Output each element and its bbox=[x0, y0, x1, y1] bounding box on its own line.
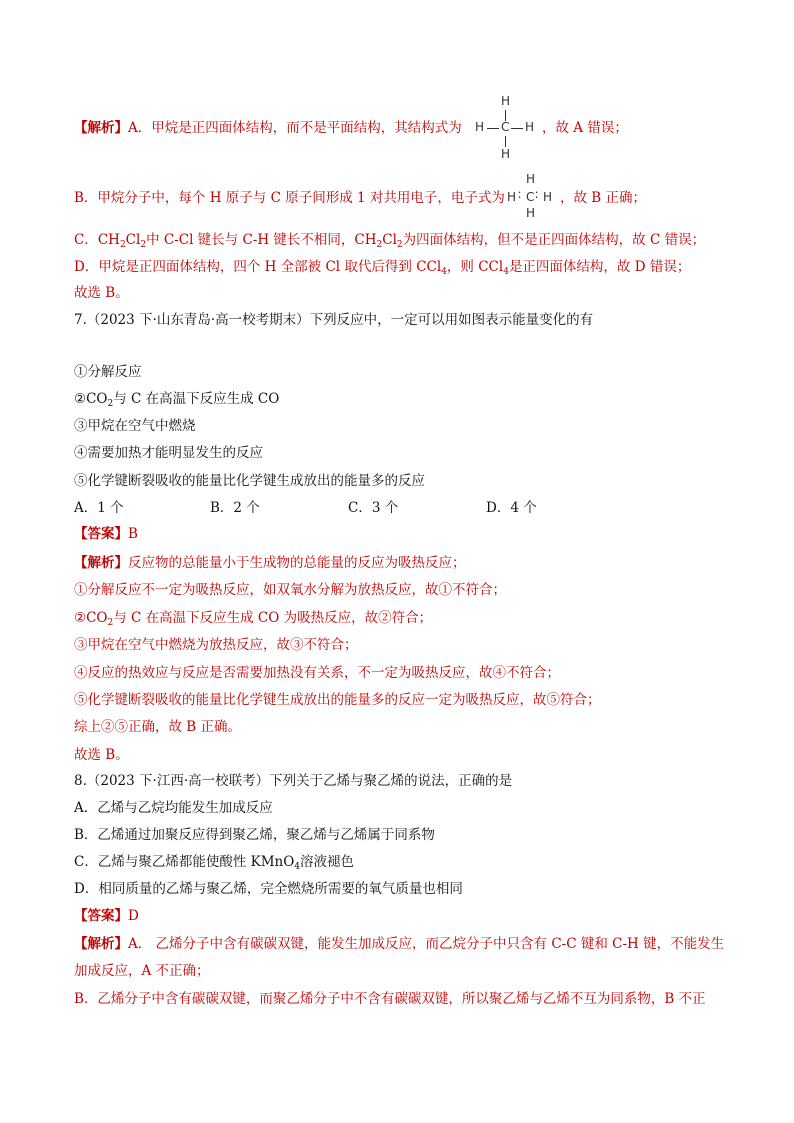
q6-analysis-a-tail: ，故 A 错误； bbox=[542, 120, 628, 136]
q7-analysis-5: ④反应的热效应与反应是否需要加热没有关系，不一定为吸热反应，故④不符合； bbox=[74, 665, 560, 681]
q7-analysis-6: ⑤化学键断裂吸收的能量比化学键生成放出的能量多的反应一定为吸热反应，故⑤符合； bbox=[74, 692, 601, 708]
q7-item-2: $②CO_2$与 C 在高温下反应生成 CO bbox=[74, 391, 280, 409]
q7-option-a: A．1 个 bbox=[74, 500, 124, 516]
q7-option-b: B．2 个 bbox=[210, 500, 260, 516]
q7-analysis-2: ①分解反应不一定为吸热反应，如双氧水分解为放热反应，故①不符合； bbox=[74, 582, 506, 598]
q8-stem: 8.（2023 下·江西·高一校联考）下列关于乙烯与聚乙烯的说法，正确的是 bbox=[74, 773, 513, 789]
q6-analysis-a: 【解析】A．甲烷是正四面体结构，而不是平面结构，其结构式为 bbox=[74, 120, 462, 136]
q7-stem: 7.（2023 下·山东青岛·高一校考期末）下列反应中，一定可以用如图表示能量变化的有 bbox=[74, 312, 594, 328]
q7-option-c: C．3 个 bbox=[348, 500, 399, 516]
q7-conclusion: 故选 B。 bbox=[74, 747, 129, 763]
q7-analysis-4: ③甲烷在空气中燃烧为放热反应，故③不符合； bbox=[74, 637, 358, 653]
q8-option-a: A．乙烯与乙烷均能发生加成反应 bbox=[74, 800, 273, 816]
q7-answer: 【答案】B bbox=[74, 526, 138, 542]
q8-analysis-1: 【解析】A． 乙烯分子中含有碳碳双键，能发生加成反应，而乙烷分子中只含有 C-C 键和 C-H 键，不能发生 bbox=[74, 936, 725, 952]
q7-analysis-3: $②CO_2$与 C 在高温下反应生成 CO 为吸热反应，故②符合； bbox=[74, 610, 433, 628]
q8-answer: 【答案】D bbox=[74, 908, 139, 924]
q8-option-c: C．乙烯与聚乙烯都能使酸性 KMnO$_4$溶液褪色 bbox=[74, 854, 355, 872]
q7-item-3: ③甲烷在空气中燃烧 bbox=[74, 418, 196, 434]
q8-analysis-1b: 加成反应，A 不正确； bbox=[74, 963, 210, 979]
q6-analysis-b-tail: ，故 B 正确； bbox=[560, 190, 647, 206]
q7-item-5: ⑤化学键断裂吸收的能量比化学键生成放出的能量多的反应 bbox=[74, 473, 425, 489]
q8-analysis-2: B．乙烯分子中含有碳碳双键，而聚乙烯分子中不含有碳碳双键，所以聚乙烯与乙烯不互为同系物，B 不正 bbox=[74, 991, 706, 1007]
document-page: 【解析】A．甲烷是正四面体结构，而不是平面结构，其结构式为 H H C H H ，故 A 错误； B．甲烷分子中，每个 H 原子与 C 原子间形成 1 对共用电子，电子式为 H H ∶ C ∶ H H ，故 B 正确； C．$CH_2Cl_2$中 C-Cl 键长与 C-H 键长不相同，$CH_2Cl_2$为四面体结构，但不是正四面体结构，故 C 错误； D．甲烷是正四面体结构，四个 H 全部被 Cl 取代后得到 CCl$_4$，则 CCl$_4$是正四面体结构，故 D 错误； 故选 B。 7.（2023 下·山东青岛·高一校考期末）下列反应中，一定可以用如图表示能量变化的有 ①分解反应 $②CO_2$与 C 在高温下反应生成 CO ③甲烷在空气中燃烧 ④需要加热才能明显发生的反应 ⑤化学键断裂吸收的能量比化学键生成放出的能量多的反应 A．1 个 B．2 个 C．3 个 D．4 个 【答案】B 【解析】反应物的总能量小于生成物的总能量的反应为吸热反应； ①分解反应不一定为吸热反应，如双氧水分解为放热反应，故①不符合； $②CO_2$与 C 在高温下反应生成 CO 为吸热反应，故②符合； ③甲烷在空气中燃烧为放热反应，故③不符合； ④反应的热效应与反应是否需要加热没有关系，不一定为吸热反应，故④不符合； ⑤化学键断裂吸收的能量比化学键生成放出的能量多的反应一定为吸热反应，故⑤符合； 综上②⑤正确，故 B 正确。 故选 B。 8.（2023 下·江西·高一校联考）下列关于乙烯与聚乙烯的说法，正确的是 A．乙烯与乙烷均能发生加成反应 B．乙烯通过加聚反应得到聚乙烯，聚乙烯与乙烯属于同系物 C．乙烯与聚乙烯都能使酸性 KMnO$_4$溶液褪色 D．相同质量的乙烯与聚乙烯，完全燃烧所需要的氧气质量也相同 【答案】D 【解析】A． 乙烯分子中含有碳碳双键，能发生加成反应，而乙烷分子中只含有 C-C 键和 C-H 键，不能发生 加成反应，A 不正确； B．乙烯分子中含有碳碳双键，而聚乙烯分子中不含有碳碳双键，所以聚乙烯与乙烯不互为同系物，B 不正 bbox=[74, 94, 725, 1007]
q7-analysis-7: 综上②⑤正确，故 B 正确。 bbox=[74, 719, 242, 735]
q6-analysis-b: B．甲烷分子中，每个 H 原子与 C 原子间形成 1 对共用电子，电子式为 bbox=[74, 190, 505, 206]
q8-option-b: B．乙烯通过加聚反应得到聚乙烯，聚乙烯与乙烯属于同系物 bbox=[74, 827, 435, 843]
q6-analysis-c: C．$CH_2Cl_2$中 C-Cl 键长与 C-H 键长不相同，$CH_2Cl_2$为四面体结构，但不是正四面体结构，故 C 错误； bbox=[74, 232, 706, 250]
q6-conclusion: 故选 B。 bbox=[74, 285, 129, 301]
q6-analysis-d: D．甲烷是正四面体结构，四个 H 全部被 Cl 取代后得到 CCl$_4$，则 CCl$_4$是正四面体结构，故 D 错误； bbox=[74, 259, 691, 277]
q8-option-d: D．相同质量的乙烯与聚乙烯，完全燃烧所需要的氧气质量也相同 bbox=[74, 881, 463, 897]
q7-item-1: ①分解反应 bbox=[74, 364, 142, 380]
q7-analysis-1: 【解析】反应物的总能量小于生成物的总能量的反应为吸热反应； bbox=[74, 555, 466, 571]
q7-option-d: D．4 个 bbox=[486, 500, 537, 516]
q7-item-4: ④需要加热才能明显发生的反应 bbox=[74, 445, 263, 461]
